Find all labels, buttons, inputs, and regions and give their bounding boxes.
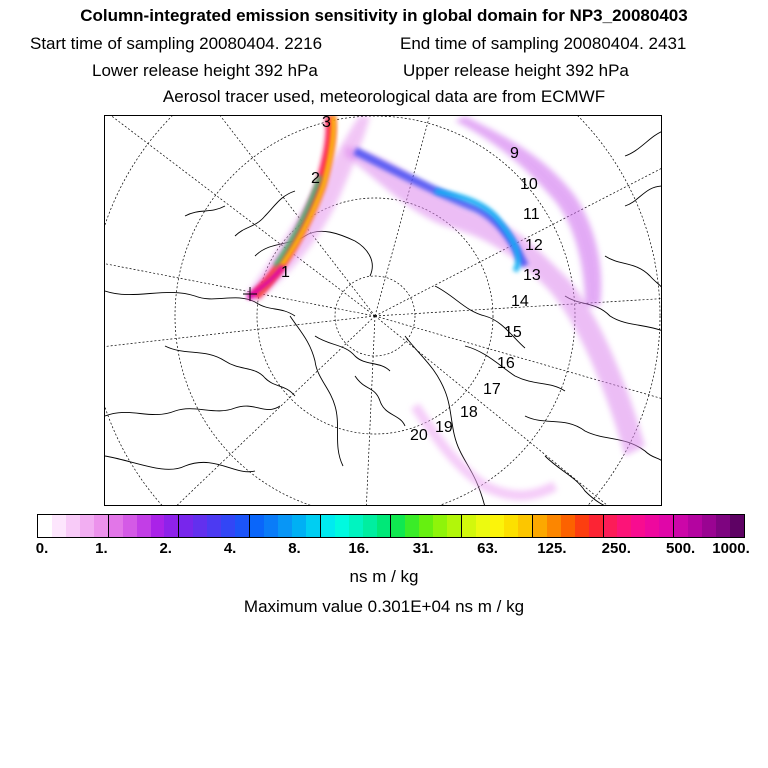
colorbar-segment	[80, 515, 94, 537]
colorbar-segment	[52, 515, 66, 537]
colorbar-segment	[151, 515, 165, 537]
trajectory-label: 9	[510, 145, 519, 162]
colorbar-segment	[659, 515, 673, 537]
meridian	[105, 116, 375, 316]
colorbar-segment	[603, 515, 618, 537]
trajectory-label: 16	[497, 355, 515, 372]
colorbar-segment	[178, 515, 193, 537]
colorbar-segment	[320, 515, 335, 537]
colorbar-segment	[716, 515, 730, 537]
colorbar-segment	[335, 515, 349, 537]
end-time: End time of sampling 20080404. 2431	[400, 34, 687, 53]
colorbar-segment	[532, 515, 547, 537]
colorbar-segment	[306, 515, 320, 537]
map-panel	[104, 115, 662, 506]
colorbar-segment	[137, 515, 151, 537]
colorbar-segment	[447, 515, 461, 537]
colorbar-segment	[504, 515, 518, 537]
trajectory-label: 19	[435, 419, 453, 436]
colorbar-segment	[349, 515, 363, 537]
trajectory-label: 17	[483, 381, 501, 398]
colorbar-segment	[461, 515, 476, 537]
trajectory-label: 12	[525, 237, 543, 254]
colorbar-segment	[235, 515, 249, 537]
colorbar-segment	[390, 515, 405, 537]
meridian	[145, 316, 375, 506]
colorbar-segment	[433, 515, 447, 537]
colorbar-segment	[207, 515, 221, 537]
trajectory-label: 11	[523, 206, 540, 223]
trajectory-label: 13	[523, 267, 541, 284]
meridian	[365, 316, 375, 506]
colorbar-segment	[66, 515, 80, 537]
trajectory-label: 18	[460, 404, 478, 421]
meridian	[375, 146, 662, 316]
trajectory-label: 10	[520, 176, 538, 193]
colorbar-tick-label: 1.	[95, 540, 108, 557]
colorbar-segment	[688, 515, 702, 537]
colorbar-segment	[292, 515, 306, 537]
colorbar-segment	[617, 515, 631, 537]
colorbar-tick-label: 31.	[412, 540, 434, 557]
colorbar-segment	[94, 515, 108, 537]
colorbar-unit: ns m / kg	[349, 567, 419, 586]
colorbar-segment	[419, 515, 433, 537]
lower-release-height: Lower release height 392 hPa	[92, 61, 318, 80]
colorbar-segment	[702, 515, 716, 537]
trajectory-label: 14	[511, 293, 529, 310]
meridian	[105, 316, 375, 351]
colorbar-segment	[249, 515, 264, 537]
colorbar-segment	[589, 515, 603, 537]
colorbar-segment	[363, 515, 377, 537]
colorbar-segment	[645, 515, 659, 537]
colorbar-segment	[673, 515, 688, 537]
colorbar-tick-label: 250.	[601, 540, 631, 557]
colorbar-segment	[405, 515, 419, 537]
colorbar-tick-label: 500.	[666, 540, 696, 557]
colorbar-segment	[123, 515, 137, 537]
max-value: Maximum value 0.301E+04 ns m / kg	[243, 597, 525, 616]
colorbar-segment	[547, 515, 561, 537]
colorbar-segment	[561, 515, 575, 537]
colorbar-segment	[377, 515, 391, 537]
colorbar-segment	[278, 515, 292, 537]
colorbar-segment	[193, 515, 207, 537]
colorbar-segment	[575, 515, 589, 537]
colorbar	[37, 514, 745, 538]
colorbar-tick-label: 8.	[288, 540, 301, 557]
colorbar-segment	[631, 515, 645, 537]
start-time: Start time of sampling 20080404. 2216	[30, 34, 323, 53]
trajectory-label: 3	[322, 116, 331, 131]
colorbar-segment	[476, 515, 490, 537]
colorbar-segment	[108, 515, 123, 537]
colorbar-segment	[38, 515, 52, 537]
trajectory-label: 20	[410, 427, 428, 444]
colorbar-tick-label: 0.	[35, 540, 49, 557]
meridian	[105, 256, 375, 316]
colorbar-segment	[221, 515, 235, 537]
upper-release-height: Upper release height 392 hPa	[403, 61, 629, 80]
colorbar-segment	[164, 515, 178, 537]
map-canvas	[105, 116, 662, 506]
colorbar-segment	[264, 515, 278, 537]
colorbar-tick-label: 4.	[223, 540, 237, 557]
colorbar-tick-label: 2.	[159, 540, 172, 557]
colorbar-segment	[518, 515, 532, 537]
colorbar-tick-label: 63.	[477, 540, 498, 557]
colorbar-segment	[490, 515, 504, 537]
colorbar-tick-label: 125.	[537, 540, 567, 557]
plot-title: Column-integrated emission sensitivity in global domain for NP3_20080403	[80, 6, 688, 25]
trajectory-label: 15	[504, 324, 522, 341]
tracer-info: Aerosol tracer used, meteorological data are from ECMWF	[162, 87, 606, 106]
trajectory-label: 1	[281, 264, 290, 281]
colorbar-segment	[730, 515, 744, 537]
sensitivity-plume	[245, 116, 645, 495]
colorbar-tick-label: 16.	[348, 540, 370, 557]
colorbar-tick-label: 1000.	[712, 540, 750, 557]
trajectory-label: 2	[311, 170, 320, 187]
